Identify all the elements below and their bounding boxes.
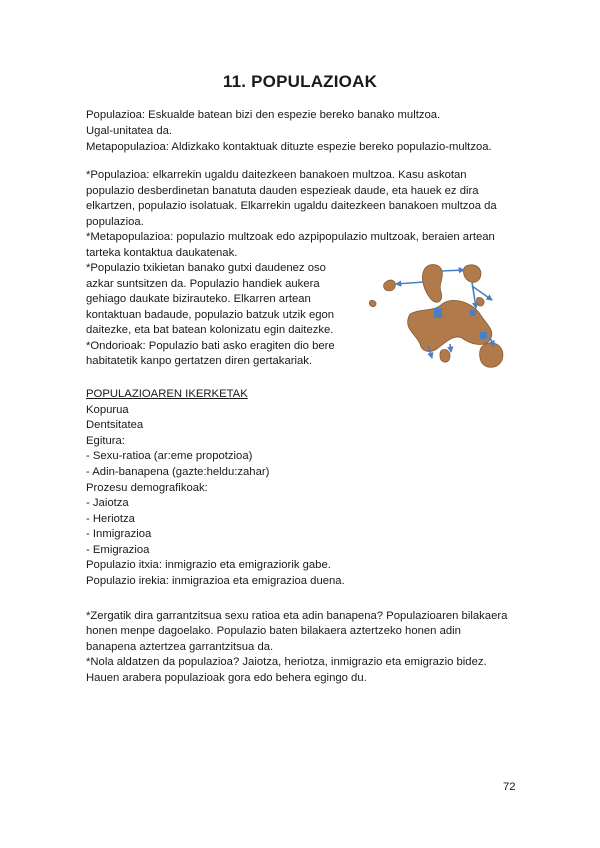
corridor-marker: [434, 308, 442, 318]
note-line: *Metapopulazioa: populazio multzoak edo azpipopulazio multzoak, beraien artean: [86, 231, 495, 243]
note-line: daitezke, eta bat batean kolonizatu egin daitezke.: [86, 324, 334, 336]
note-line: *Populazio txikietan banako gutxi daudenez oso: [86, 262, 326, 274]
study-line: Prozesu demografikoak:: [86, 482, 208, 494]
note-line: *Populazioa: elkarrekin ugaldu daitezkeen banakoen multzoa. Kasu askotan: [86, 169, 467, 181]
corridor-marker: [480, 332, 487, 339]
note-line: kontaktuan badaude, populazio batzuk utzik egon: [86, 309, 335, 321]
habitat-patch: [440, 350, 450, 362]
question-line: *Zergatik dira garrantzitsua sexu ratioa eta adin banapena? Populazioaren bilakaera: [86, 610, 508, 622]
study-line: - Emigrazioa: [86, 544, 150, 556]
habitat-patch: [480, 343, 503, 367]
study-line: Kopurua: [86, 404, 129, 416]
definition-line: Metapopulazioa: Aldizkako kontaktuak dituzte espezie bereko populazio-multzoa.: [86, 141, 492, 153]
study-line: - Heriotza: [86, 513, 135, 525]
page-title: 11. POPULAZIOAK: [222, 72, 378, 91]
definition-line: Ugal-unitatea da.: [86, 125, 173, 137]
note-line: tarteka kontaktua daukatenak.: [86, 247, 238, 259]
note-line: populazio desberdinetan banatuta dauden espezieak daude, eta hauek ez dira: [86, 185, 479, 197]
definition-line: Populazioa: Eskualde batean bizi den espezie bereko banako multzoa.: [86, 109, 441, 121]
study-line: - Inmigrazioa: [86, 528, 152, 540]
study-line: - Adin-banapena (gazte:heldu:zahar): [86, 466, 270, 478]
note-line: gehiago daukate bizirauteko. Elkarren artean: [86, 293, 311, 305]
question-line: banapena aztertzea garrantzitsua da.: [86, 641, 274, 653]
migration-arrow: [396, 282, 424, 284]
study-line: Populazio irekia: inmigrazioa eta emigrazioa duena.: [86, 575, 345, 587]
note-line: *Ondorioak: Populazio bati asko eragiten dio bere: [86, 340, 335, 352]
habitat-patch: [408, 300, 492, 351]
habitat-patch: [384, 280, 396, 291]
note-line: habitatetik kanpo gertatzen diren gertakariak.: [86, 355, 313, 367]
habitat-patch: [369, 300, 376, 306]
study-line: - Jaiotza: [86, 497, 129, 509]
section-heading: POPULAZIOAREN IKERKETAK: [86, 388, 248, 400]
note-line: azkar suntsitzen da. Populazio handiek aukera: [86, 278, 320, 290]
migration-arrow: [441, 270, 464, 271]
habitat-patch: [463, 265, 481, 283]
question-line: Hauen arabera populazioak gora edo behera egingo du.: [86, 672, 367, 684]
study-line: - Sexu-ratioa (ar:eme propotzioa): [86, 450, 253, 462]
study-line: Populazio itxia: inmigrazio eta emigraziorik gabe.: [86, 559, 331, 571]
metapopulation-diagram: [362, 258, 522, 382]
page-number: 72: [503, 781, 516, 793]
question-line: *Nola aldatzen da populazioa? Jaiotza, heriotza, inmigrazio eta emigrazio bidez.: [86, 656, 487, 668]
study-line: Egitura:: [86, 435, 125, 447]
study-line: Dentsitatea: [86, 419, 144, 431]
migration-arrow: [450, 344, 451, 352]
habitat-patch: [422, 264, 442, 302]
note-line: elkartzen, populazio isolatuak. Elkarrekin ugaldu daitezkeen banakoen multzoa da: [86, 200, 497, 212]
note-line: populazioa.: [86, 216, 144, 228]
habitat-patch: [477, 298, 484, 307]
corridor-marker: [470, 310, 476, 316]
question-line: honen menpe dagoelako. Populazio baten bilakaera aztertzeko honen adin: [86, 625, 461, 637]
